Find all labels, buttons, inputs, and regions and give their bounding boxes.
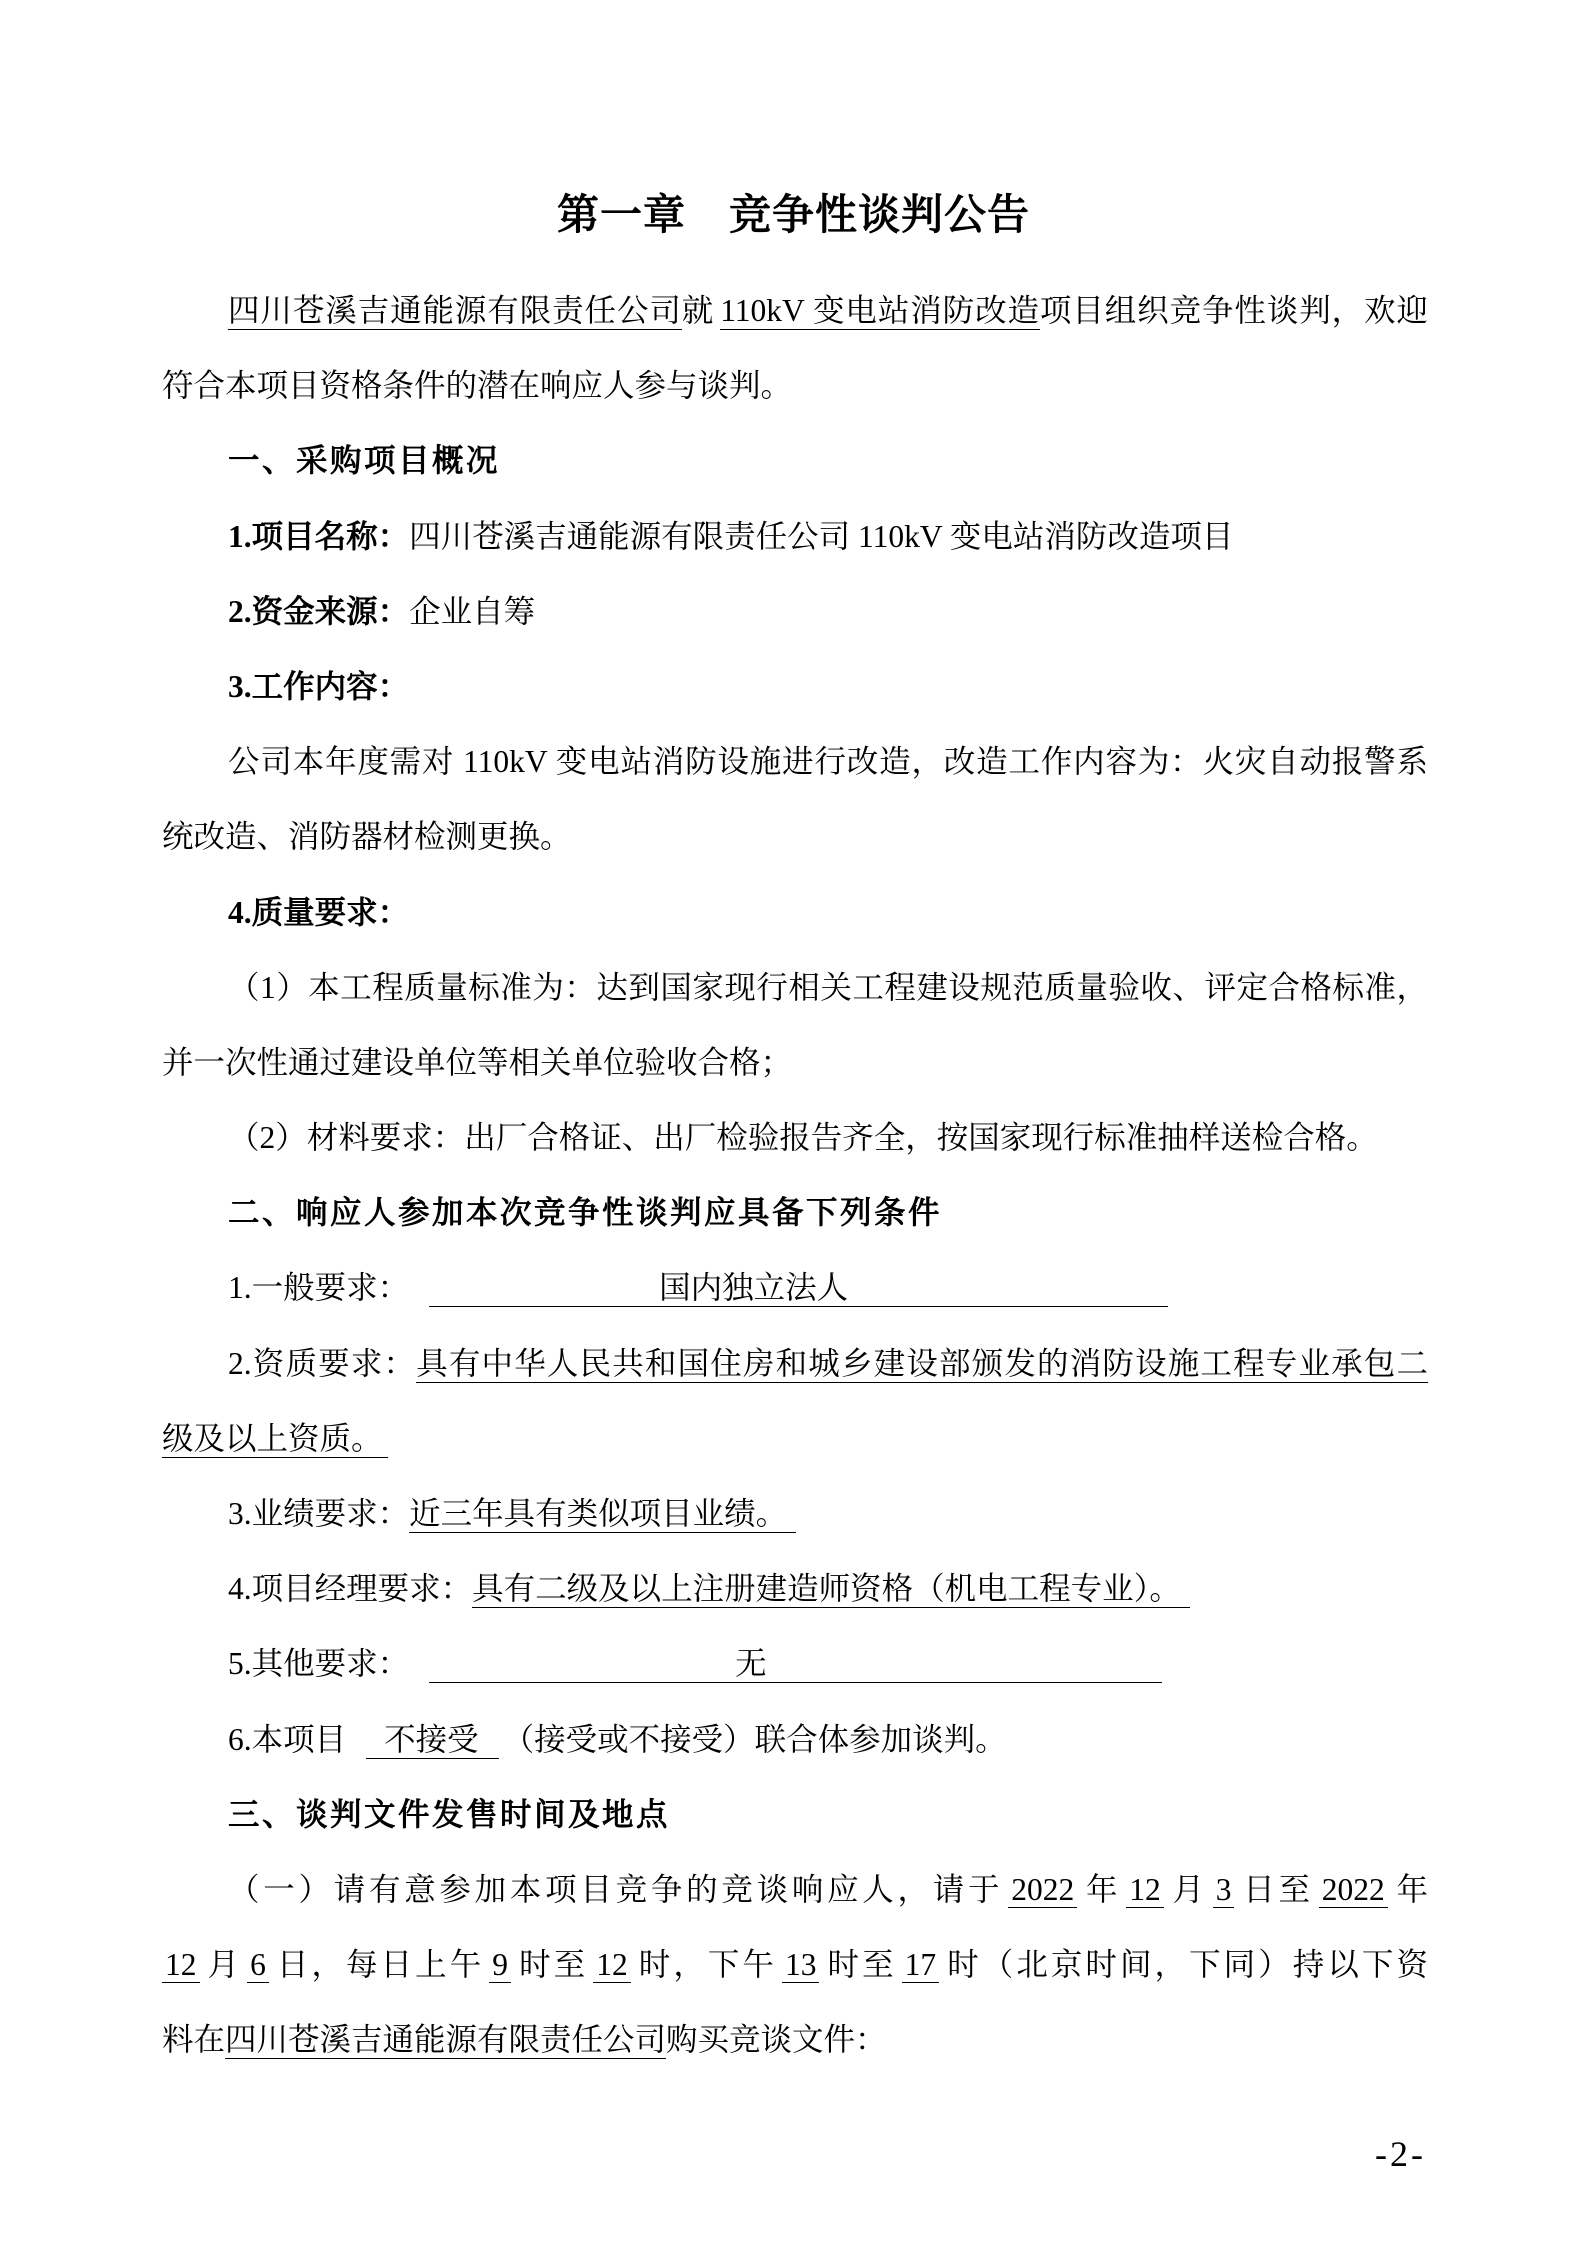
other-requirement-row — [162, 1626, 1428, 1701]
section-heading-requirements: 二、响应人参加本次竞争性谈判应具备下列条件 — [228, 1195, 943, 1231]
qualification-value-part-1: 具有中华人民共和国住房和城乡建设部颁发的消防设施工程专业承包二 — [416, 1345, 1428, 1381]
daily-text: 日，每日上午 — [273, 1947, 485, 1983]
place-prefix: 料在 — [162, 2022, 226, 2058]
general-requirement-row — [162, 1250, 1428, 1325]
consortium-value: 不接受 — [366, 1722, 499, 1759]
project-name-row — [162, 499, 1428, 574]
other-requirement-value: 无 — [429, 1646, 1162, 1683]
unit-year: 年 — [1082, 1871, 1122, 1907]
hour-to: 时至 — [824, 1947, 897, 1983]
quality-item-2: （2）材料要求：出厂合格证、出厂检验报告齐全，按国家现行标准抽样送检合格。 — [228, 1120, 1378, 1156]
fund-source-row — [162, 574, 1428, 649]
sale-intro: （一）请有意参加本项目竞争的竞谈响应人，请于 — [228, 1871, 1004, 1907]
other-requirement-label: 5.其他要求： — [228, 1646, 410, 1682]
fund-source-label: 2.资金来源： — [228, 593, 410, 629]
unit-month: 月 — [1168, 1871, 1208, 1907]
qualification-value-part-2: 级及以上资质。 — [162, 1421, 388, 1458]
performance-label: 3.业绩要求： — [228, 1496, 410, 1531]
qualification-row-line-2 — [162, 1401, 1428, 1476]
quality-item-1-line-2: 并一次性通过建设单位等相关单位验收合格； — [162, 1044, 793, 1080]
unit-month: 月 — [204, 1947, 243, 1983]
consortium-row — [162, 1702, 1428, 1777]
project-manager-label: 4.项目经理要求： — [228, 1571, 473, 1607]
morning-end-hour: 12 — [593, 1947, 631, 1983]
quality-item-1-line-1: （1）本工程质量标准为：达到国家现行相关工程建设规范质量验收、评定合格标准， — [228, 969, 1428, 1005]
day-to: 日至 — [1239, 1871, 1314, 1907]
chapter-title: 第一章 竞争性谈判公告 — [556, 193, 1030, 239]
work-content-line-1: 公司本年度需对 110kV 变电站消防设施进行改造，改造工作内容为：火灾自动报警系 — [228, 744, 1428, 780]
start-day: 3 — [1213, 1872, 1235, 1908]
general-requirement-label: 1.一般要求： — [228, 1270, 410, 1306]
performance-row — [162, 1476, 1428, 1551]
morning-start-hour: 9 — [489, 1947, 511, 1983]
end-month: 12 — [162, 1947, 200, 1983]
intro-text: 项目组织竞争性谈判，欢迎 — [1039, 293, 1428, 328]
intro-line-2: 符合本项目资格条件的潜在响应人参与谈判。 — [162, 368, 793, 404]
sale-line-1 — [162, 1852, 1428, 1927]
page-number: -2- — [1375, 2134, 1426, 2174]
start-month: 12 — [1126, 1872, 1164, 1908]
sale-venue: 四川苍溪吉通能源有限责任公司 — [225, 2022, 667, 2058]
section-heading-sale: 三、谈判文件发售时间及地点 — [228, 1796, 671, 1832]
fund-source-value: 企业自筹 — [409, 593, 536, 629]
place-suffix: 购买竞谈文件： — [666, 2022, 887, 2058]
sale-line-3 — [162, 2002, 1428, 2077]
section-heading-overview: 一、采购项目概况 — [228, 443, 501, 479]
purchaser-name: 四川苍溪吉通能源有限责任公司 — [228, 293, 682, 328]
consortium-suffix: （接受或不接受）联合体参加谈判。 — [502, 1721, 1007, 1757]
project-name-value: 四川苍溪吉通能源有限责任公司 110kV 变电站消防改造项目 — [409, 518, 1234, 554]
project-manager-row — [162, 1551, 1428, 1626]
hour-to: 时至 — [516, 1947, 589, 1983]
quality-label: 4.质量要求： — [228, 894, 410, 930]
afternoon-start-hour: 13 — [782, 1947, 820, 1983]
start-year: 2022 — [1008, 1872, 1077, 1908]
general-requirement-value: 国内独立法人 — [429, 1270, 1168, 1307]
sale-time-tail: 时（北京时间，下同）持以下资 — [944, 1947, 1428, 1983]
unit-year: 年 — [1392, 1871, 1428, 1907]
sale-line-2 — [162, 1927, 1428, 2002]
end-day: 6 — [247, 1947, 269, 1983]
qualification-label: 2.资质要求： — [228, 1345, 417, 1381]
work-content-line-2: 统改造、消防器材检测更换。 — [162, 819, 572, 855]
project-name: 110kV 变电站消防改造 — [720, 293, 1040, 328]
project-manager-value: 具有二级及以上注册建造师资格（机电工程专业）。 — [472, 1571, 1190, 1608]
afternoon-text: 时，下午 — [635, 1947, 777, 1983]
qualification-row-line-1 — [162, 1326, 1428, 1401]
intro-line-1 — [162, 273, 1428, 348]
performance-value: 近三年具有类似项目业绩。 — [409, 1496, 796, 1533]
intro-connector: 就 — [681, 293, 715, 328]
document-body — [162, 273, 1428, 2078]
consortium-prefix: 6.本项目 — [228, 1721, 347, 1757]
work-content-label: 3.工作内容： — [228, 668, 410, 704]
afternoon-end-hour: 17 — [902, 1947, 940, 1983]
project-name-label: 1.项目名称： — [228, 518, 410, 554]
end-year: 2022 — [1319, 1872, 1388, 1908]
